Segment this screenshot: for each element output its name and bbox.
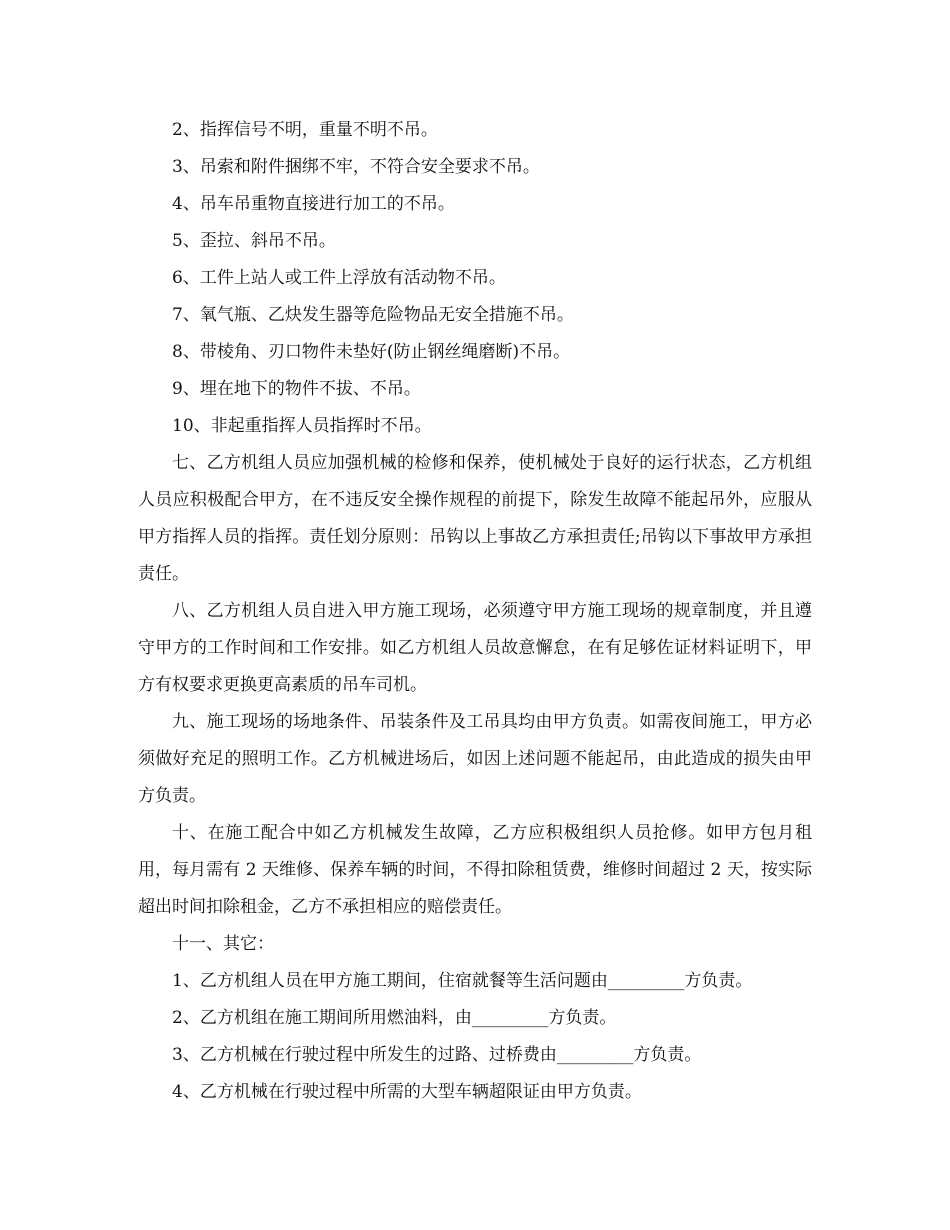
list-item: 6、工件上站人或工件上浮放有活动物不吊。 [172,268,506,288]
document-body [138,112,812,1111]
section-11-title: 十一、其它： [172,934,274,954]
list-item: 2、乙方机组在施工期间所用燃油料，由_________方负责。 [172,1008,617,1028]
list-item: 3、吊索和附件捆绑不牢，不符合安全要求不吊。 [172,157,540,177]
list-item: 4、乙方机械在行驶过程中所需的大型车辆超限证由甲方负责。 [172,1082,642,1102]
section-10-paragraph: 十、在施工配合中如乙方机械发生故障，乙方应积极组织人员抢修。如甲方包月租用，每月需有 2 天维修、保养车辆的时间，不得扣除租赁费，维修时间超过 2 天，按实际超出时间扣除租金，乙方不承担相应的赔偿责任。 [138,823,812,917]
list-item: 5、歪拉、斜吊不吊。 [172,231,336,251]
list-item: 8、带棱角、刃口物件未垫好(防止钢丝绳磨断)不吊。 [172,342,571,362]
list-item: 2、指挥信号不明，重量不明不吊。 [172,120,438,140]
list-item: 4、吊车吊重物直接进行加工的不吊。 [172,194,455,214]
section-7-paragraph: 七、乙方机组人员应加强机械的检修和保养，使机械处于良好的运行状态，乙方机组人员应积极配合甲方，在不违反安全操作规程的前提下，除发生故障不能起吊外，应服从甲方指挥人员的指挥。责任划分原则：吊钩以上事故乙方承担责任;吊钩以下事故甲方承担责任。 [138,453,812,584]
section-8-paragraph: 八、乙方机组人员自进入甲方施工现场，必须遵守甲方施工现场的规章制度，并且遵守甲方的工作时间和工作安排。如乙方机组人员故意懈怠，在有足够佐证材料证明下，甲方有权要求更换更高素质的吊车司机。 [138,601,812,695]
list-item: 7、氧气瓶、乙炔发生器等危险物品无安全措施不吊。 [172,305,574,325]
list-item: 9、埋在地下的物件不拔、不吊。 [172,379,421,399]
section-9-paragraph: 九、施工现场的场地条件、吊装条件及工吊具均由甲方负责。如需夜间施工，甲方必须做好充足的照明工作。乙方机械进场后，如因上述问题不能起吊，由此造成的损失由甲方负责。 [138,712,812,806]
list-item: 1、乙方机组人员在甲方施工期间，住宿就餐等生活问题由_________方负责。 [172,971,753,991]
list-item: 10、非起重指挥人员指挥时不吊。 [172,416,432,436]
list-item: 3、乙方机械在行驶过程中所发生的过路、过桥费由_________方负责。 [172,1045,702,1065]
